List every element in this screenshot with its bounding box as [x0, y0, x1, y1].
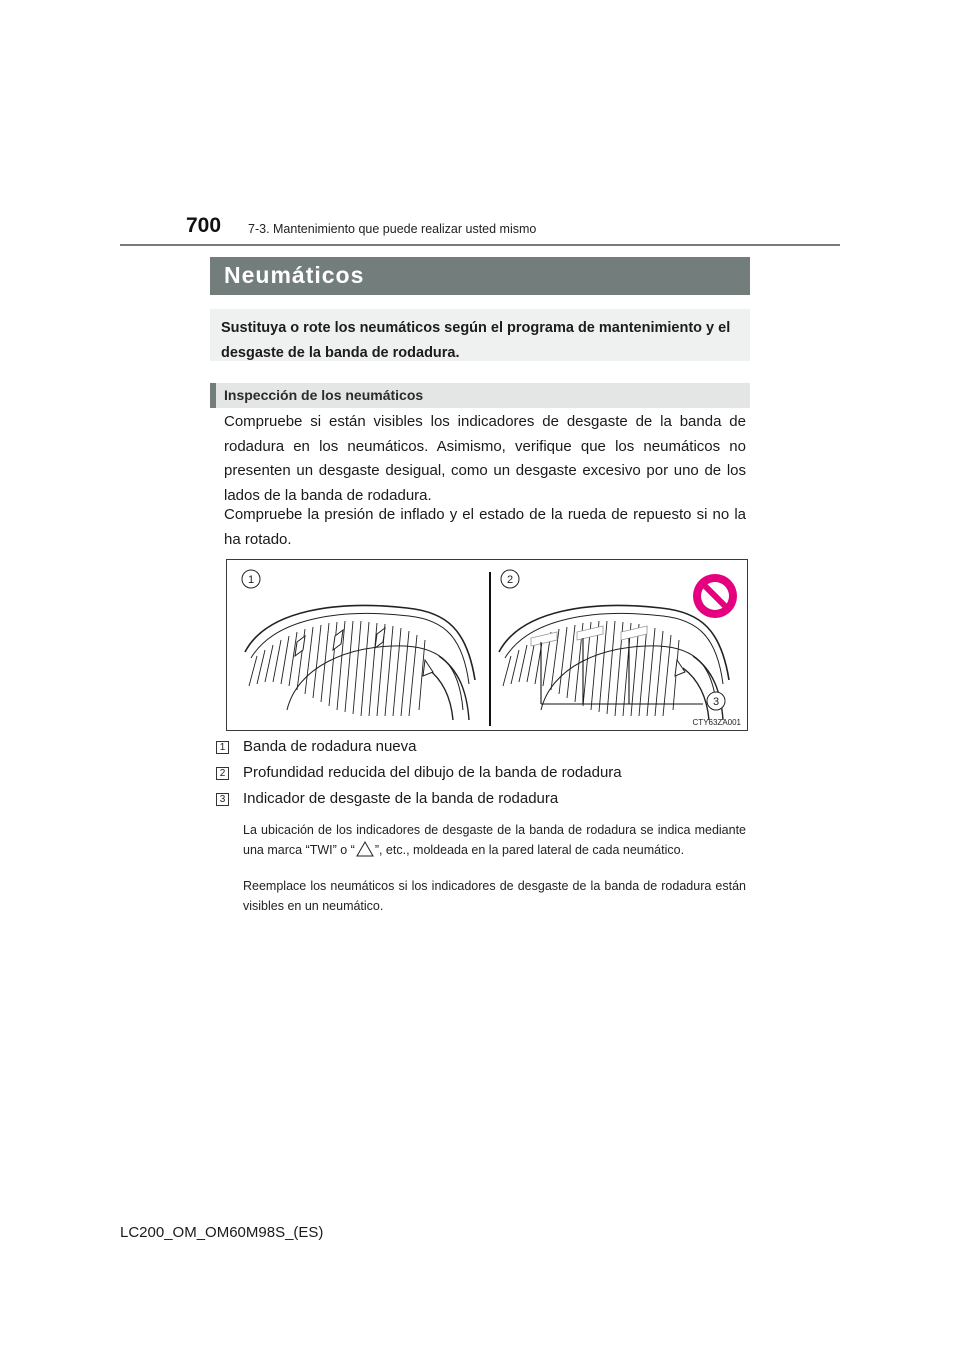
item-number-badge: 1: [216, 741, 229, 754]
tire-illustration-drawing: [227, 560, 749, 732]
item-label: Indicador de desgaste de la banda de rodadura: [243, 790, 559, 807]
subheading-tire-inspection: Inspección de los neumáticos: [210, 383, 750, 408]
figure-code: CTY63ZA001: [692, 718, 741, 727]
note-text: ”, etc., moldeada en la pared lateral de cada neumático.: [374, 843, 685, 857]
callout-3: 3: [712, 696, 720, 708]
item-label: Profundidad reducida del dibujo de la banda de rodadura: [243, 764, 622, 781]
note-twi-location: [243, 820, 746, 860]
item-number-badge: 2: [216, 767, 229, 780]
paragraph-spare-tire: Compruebe la presión de inflado y el estado de la rueda de repuesto si no la ha rotado.: [224, 506, 746, 548]
note-text: La ubicación de los indicadores de desgaste de la banda de rodadura se indica mediante una marca “TWI” o “: [243, 823, 746, 857]
callout-1: 1: [247, 574, 255, 586]
intro-summary: Sustituya o rote los neumáticos según el programa de mantenimiento y el desgaste de la banda de rodadura.: [210, 309, 750, 361]
item-label: Banda de rodadura nueva: [243, 738, 417, 755]
document-code: LC200_OM_OM60M98S_(ES): [120, 1224, 324, 1241]
tire-wear-illustration: [226, 559, 748, 731]
page-number: 700: [186, 214, 222, 237]
section-title: 7-3. Mantenimiento que puede realizar usted mismo: [248, 222, 537, 236]
worn-tread-tire-drawing: [499, 605, 729, 720]
page-title: Neumáticos: [210, 257, 750, 295]
item-number-badge: 3: [216, 793, 229, 806]
callout-2: 2: [506, 574, 514, 586]
triangle-mark-icon: [356, 841, 374, 857]
new-tread-tire-drawing: [245, 605, 475, 720]
header-divider: [120, 244, 840, 246]
note-replace-tires: Reemplace los neumáticos si los indicadores de desgaste de la banda de rodadura están visibles en un neumático.: [243, 879, 746, 913]
prohibited-sign-icon: [693, 574, 737, 618]
paragraph-wear-indicators: Compruebe si están visibles los indicadores de desgaste de la banda de rodadura en los neumáticos. Asimismo, verifique que los neumáticos no presenten un desgaste desigual, como un desgaste excesivo por uno de los lados de la banda de rodadura.: [224, 413, 746, 504]
